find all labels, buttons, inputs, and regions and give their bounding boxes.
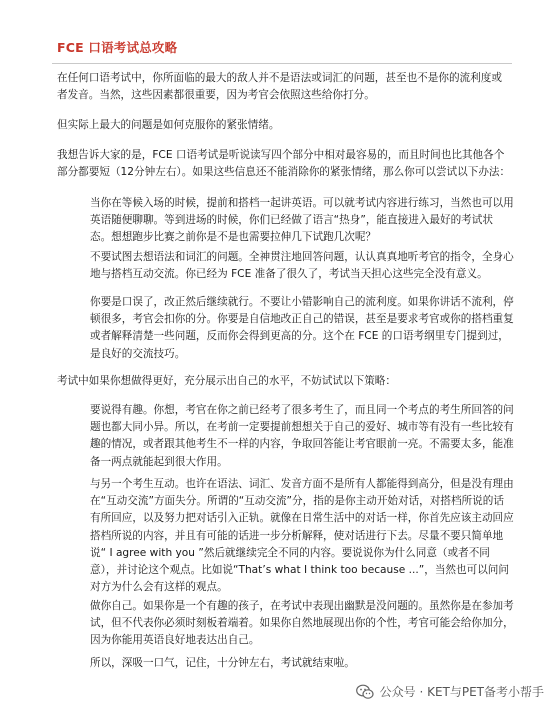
- paragraph-tip-warmup: 当你在等候入场的时候，提前和搭档一起讲英语。可以就考试内容进行练习，当然也可以用英语随便聊聊。等到进场的时候，你们已经做了语言“热身”，能直接进入最好的考试状态。想想跑步比赛之前你是不是也需要拉伸几下试跑几次呢？: [90, 197, 514, 244]
- watermark-text: 公众号 · KET与PET备考小帮手: [379, 685, 544, 699]
- paragraph-main-problem: 但实际上最大的问题是如何克服你的紧张情绪。: [57, 119, 280, 131]
- article-title: FCE 口语考试总攻略: [57, 40, 178, 55]
- title-divider: [52, 63, 512, 64]
- paragraph-conclusion: 所以，深吸一口气，记住，十分钟左右，考试就结束啦。: [90, 657, 355, 669]
- wechat-watermark: [356, 683, 544, 700]
- paragraph-exam-info: 我想告诉大家的是，FCE 口语考试是听说读写四个部分中相对最容易的，而且时间也比其他各个部分都要短（12分钟左右）。如果这些信息还不能消除你的紧张情绪，那么你可以尝试以下办法：: [57, 149, 511, 179]
- paragraph-strategies-intro: 考试中如果你想做得更好，充分展示出自己的水平，不妨试试以下策略：: [57, 375, 396, 387]
- paragraph-tip-mistakes: 你要是口误了，改正然后继续就行。不要让小错影响自己的流利度。如果你讲话不流利，停顿很多，考官会扣你的分。你要是自信地改正自己的错误，甚至是要求考官或你的搭档重复或者解释清楚一些问题，反而你会得到更高的分。这个在 FCE 的口语考纲里专门提到过，是良好的交流技巧。: [90, 296, 514, 360]
- paragraph-strategy-interact: 与另一个考生互动。也许在语法、词汇、发音方面不是所有人都能得到高分，但是没有理由在“互动交流”方面失分。所谓的“互动交流”分，指的是你主动开始对话，对搭档所说的话有所回应，以及努力把对话引入正轨。就像在日常生活中的对话一样，你首先应该主动回应搭档所说的内容，并且有可能的话进一步分析解释，使对话进行下去。尽量不要只简单地说“ I agree with you ”然后就继续完全不同的内容。要说说你为什么同意（或者不同意），并讨论这个观点。比如说“That’s what I think too because ...”，当然也可以问问对方为什么会有这样的观点。: [90, 478, 514, 594]
- paragraph-strategy-be-yourself: 做你自己。如果你是一个有趣的孩子，在考试中表现出幽默是没问题的。虽然你是在参加考试，但不代表你必须时刻板着端着。如果你自然地展现出你的个性，考官可能会给你加分，因为你能用英语良好地表达出自己。: [90, 600, 514, 647]
- wechat-icon: [356, 684, 374, 700]
- paragraph-tip-focus: 不要试图去想语法和词汇的问题。全神贯注地回答问题，认认真真地听考官的指令，全身心地与搭档互动交流。你已经为 FCE 准备了很久了，考试当天担心这些完全没有意义。: [90, 251, 514, 281]
- paragraph-strategy-interesting: 要说得有趣。你想，考官在你之前已经考了很多考生了，而且同一个考点的考生所回答的问题也都大同小异。所以，在考前一定要提前想想关于自己的爱好、城市等有没有一些比较有趣的情况，或者跟其他考生不一样的内容，争取回答能让考官眼前一亮。不需要太多，能准备一两点就能起到很大作用。: [90, 404, 514, 468]
- paragraph-intro: 在任何口语考试中，你所面临的最大的敌人并不是语法或词汇的问题，甚至也不是你的流利度或者发音。当然，这些因素都很重要，因为考官会依照这些给你打分。: [57, 72, 502, 102]
